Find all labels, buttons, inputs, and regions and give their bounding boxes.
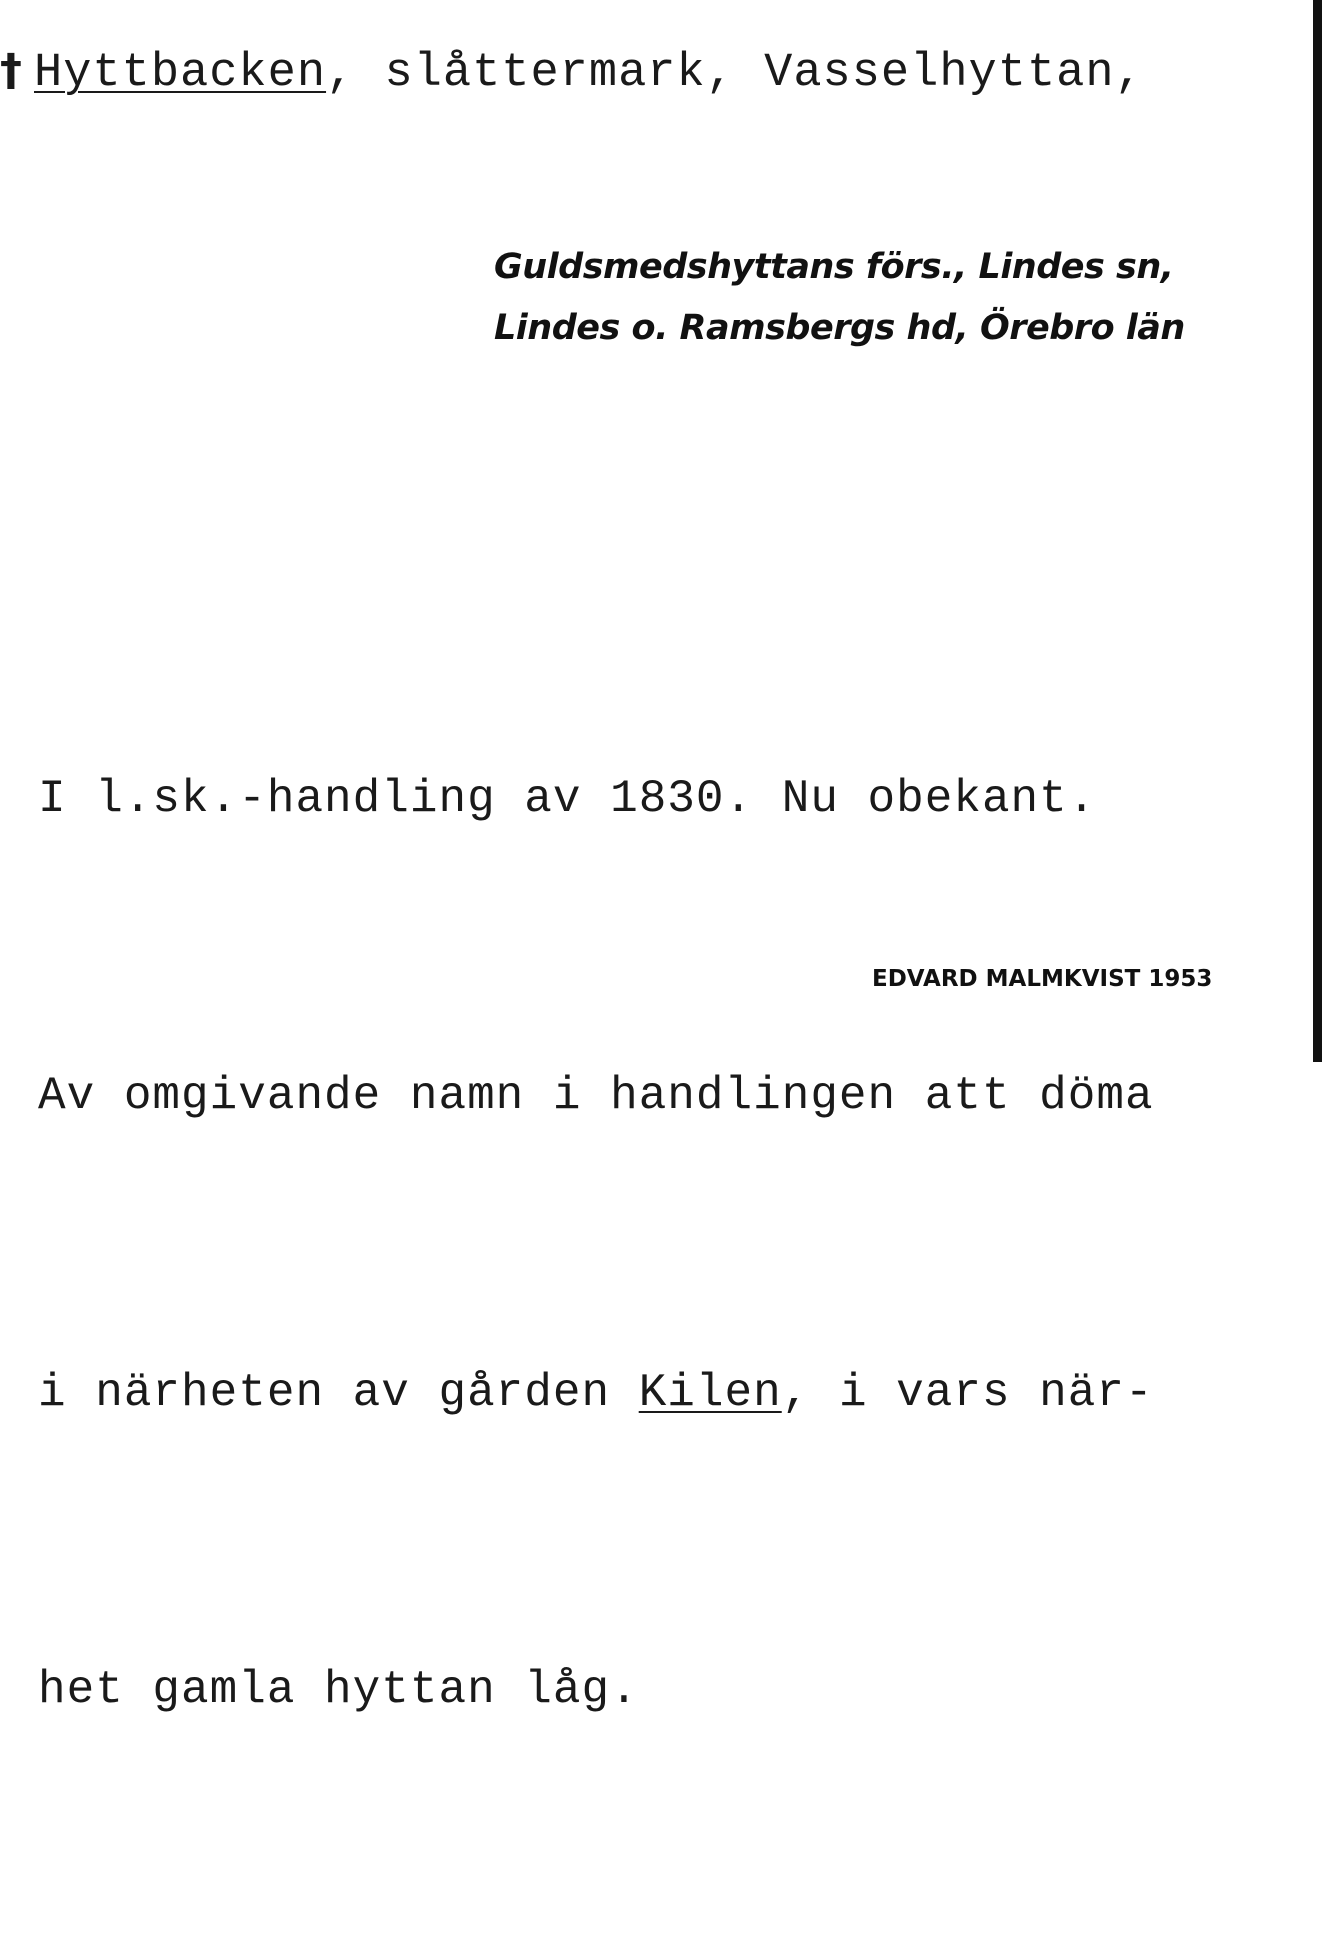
kilen-reference: Kilen <box>638 1367 782 1419</box>
headword-name: Hyttbacken <box>34 47 327 100</box>
headword-line <box>0 45 1144 100</box>
body-line-3 <box>38 1344 1154 1443</box>
cross-icon: † <box>0 45 23 96</box>
body-line-4: het gamla hyttan låg. <box>38 1664 639 1716</box>
body-line-1: I l.sk.-handling av 1830. Nu obekant. <box>38 773 1097 825</box>
body-line-3-start: i närheten av gården <box>38 1367 639 1419</box>
signature: EDVARD MALMKVIST 1953 <box>872 966 1213 992</box>
headword-description: , slåttermark, Vasselhyttan, <box>326 47 1144 100</box>
location-line-2: Lindes o. Ramsbergs hd, Örebro län <box>494 308 1185 348</box>
card-edge-line <box>1313 0 1322 1062</box>
location-block <box>494 237 1185 359</box>
body-text <box>38 552 1154 1938</box>
body-line-2: Av omgivande namn i handlingen att döma <box>38 1070 1154 1122</box>
body-line-3-end: , i vars när- <box>781 1367 1154 1419</box>
location-line-1: Guldsmedshyttans förs., Lindes sn, <box>494 247 1174 287</box>
